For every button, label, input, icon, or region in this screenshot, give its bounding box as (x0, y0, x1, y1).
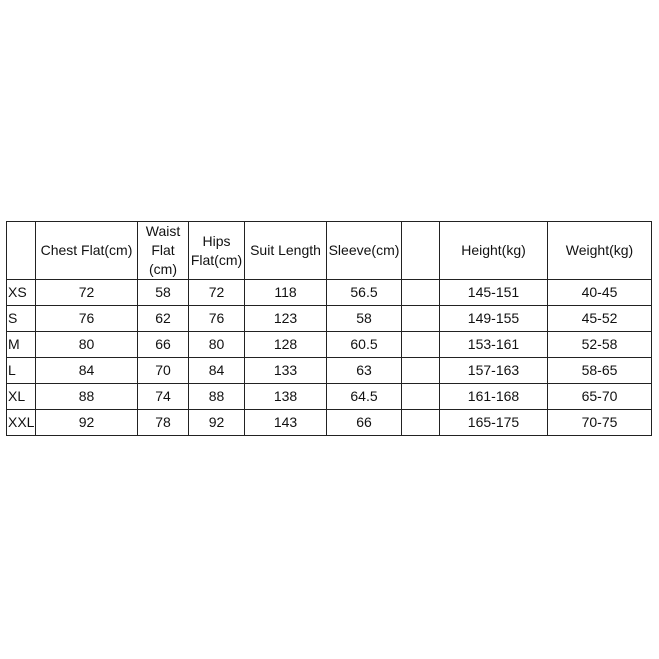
height-cell: 153-161 (440, 332, 548, 358)
height-cell: 157-163 (440, 358, 548, 384)
suit-length-cell: 118 (245, 280, 327, 306)
table-row (7, 280, 652, 306)
header-waist-flat: Waist Flat (cm) (138, 222, 189, 280)
chest-cell: 92 (36, 410, 138, 436)
header-sleeve: Sleeve(cm) (327, 222, 402, 280)
blank-cell (402, 358, 440, 384)
hips-cell: 80 (189, 332, 245, 358)
weight-cell: 45-52 (548, 306, 652, 332)
table-row (7, 332, 652, 358)
header-row (7, 222, 652, 280)
table-header (7, 222, 652, 280)
header-size (7, 222, 36, 280)
waist-cell: 70 (138, 358, 189, 384)
suit-length-cell: 143 (245, 410, 327, 436)
header-chest-flat: Chest Flat(cm) (36, 222, 138, 280)
weight-cell: 52-58 (548, 332, 652, 358)
sleeve-cell: 63 (327, 358, 402, 384)
size-cell: XXL (7, 410, 36, 436)
header-height: Height(kg) (440, 222, 548, 280)
table-row (7, 410, 652, 436)
hips-cell: 76 (189, 306, 245, 332)
chest-cell: 72 (36, 280, 138, 306)
header-weight: Weight(kg) (548, 222, 652, 280)
suit-length-cell: 128 (245, 332, 327, 358)
blank-cell (402, 280, 440, 306)
hips-cell: 72 (189, 280, 245, 306)
sleeve-cell: 66 (327, 410, 402, 436)
waist-cell: 66 (138, 332, 189, 358)
waist-cell: 74 (138, 384, 189, 410)
table-body (7, 280, 652, 436)
blank-cell (402, 410, 440, 436)
blank-cell (402, 332, 440, 358)
weight-cell: 58-65 (548, 358, 652, 384)
height-cell: 149-155 (440, 306, 548, 332)
chest-cell: 76 (36, 306, 138, 332)
weight-cell: 70-75 (548, 410, 652, 436)
size-cell: L (7, 358, 36, 384)
waist-cell: 58 (138, 280, 189, 306)
hips-cell: 88 (189, 384, 245, 410)
suit-length-cell: 123 (245, 306, 327, 332)
size-cell: XL (7, 384, 36, 410)
height-cell: 161-168 (440, 384, 548, 410)
size-cell: M (7, 332, 36, 358)
sleeve-cell: 56.5 (327, 280, 402, 306)
sleeve-cell: 64.5 (327, 384, 402, 410)
size-cell: S (7, 306, 36, 332)
header-blank (402, 222, 440, 280)
chest-cell: 80 (36, 332, 138, 358)
size-cell: XS (7, 280, 36, 306)
table-row (7, 384, 652, 410)
sleeve-cell: 60.5 (327, 332, 402, 358)
suit-length-cell: 138 (245, 384, 327, 410)
blank-cell (402, 306, 440, 332)
waist-cell: 62 (138, 306, 189, 332)
suit-length-cell: 133 (245, 358, 327, 384)
waist-cell: 78 (138, 410, 189, 436)
header-suit-length: Suit Length (245, 222, 327, 280)
hips-cell: 92 (189, 410, 245, 436)
sleeve-cell: 58 (327, 306, 402, 332)
height-cell: 165-175 (440, 410, 548, 436)
weight-cell: 65-70 (548, 384, 652, 410)
size-chart-table (6, 221, 652, 436)
table-row (7, 306, 652, 332)
chest-cell: 84 (36, 358, 138, 384)
blank-cell (402, 384, 440, 410)
header-hips-flat: Hips Flat(cm) (189, 222, 245, 280)
height-cell: 145-151 (440, 280, 548, 306)
chest-cell: 88 (36, 384, 138, 410)
table-row (7, 358, 652, 384)
weight-cell: 40-45 (548, 280, 652, 306)
hips-cell: 84 (189, 358, 245, 384)
